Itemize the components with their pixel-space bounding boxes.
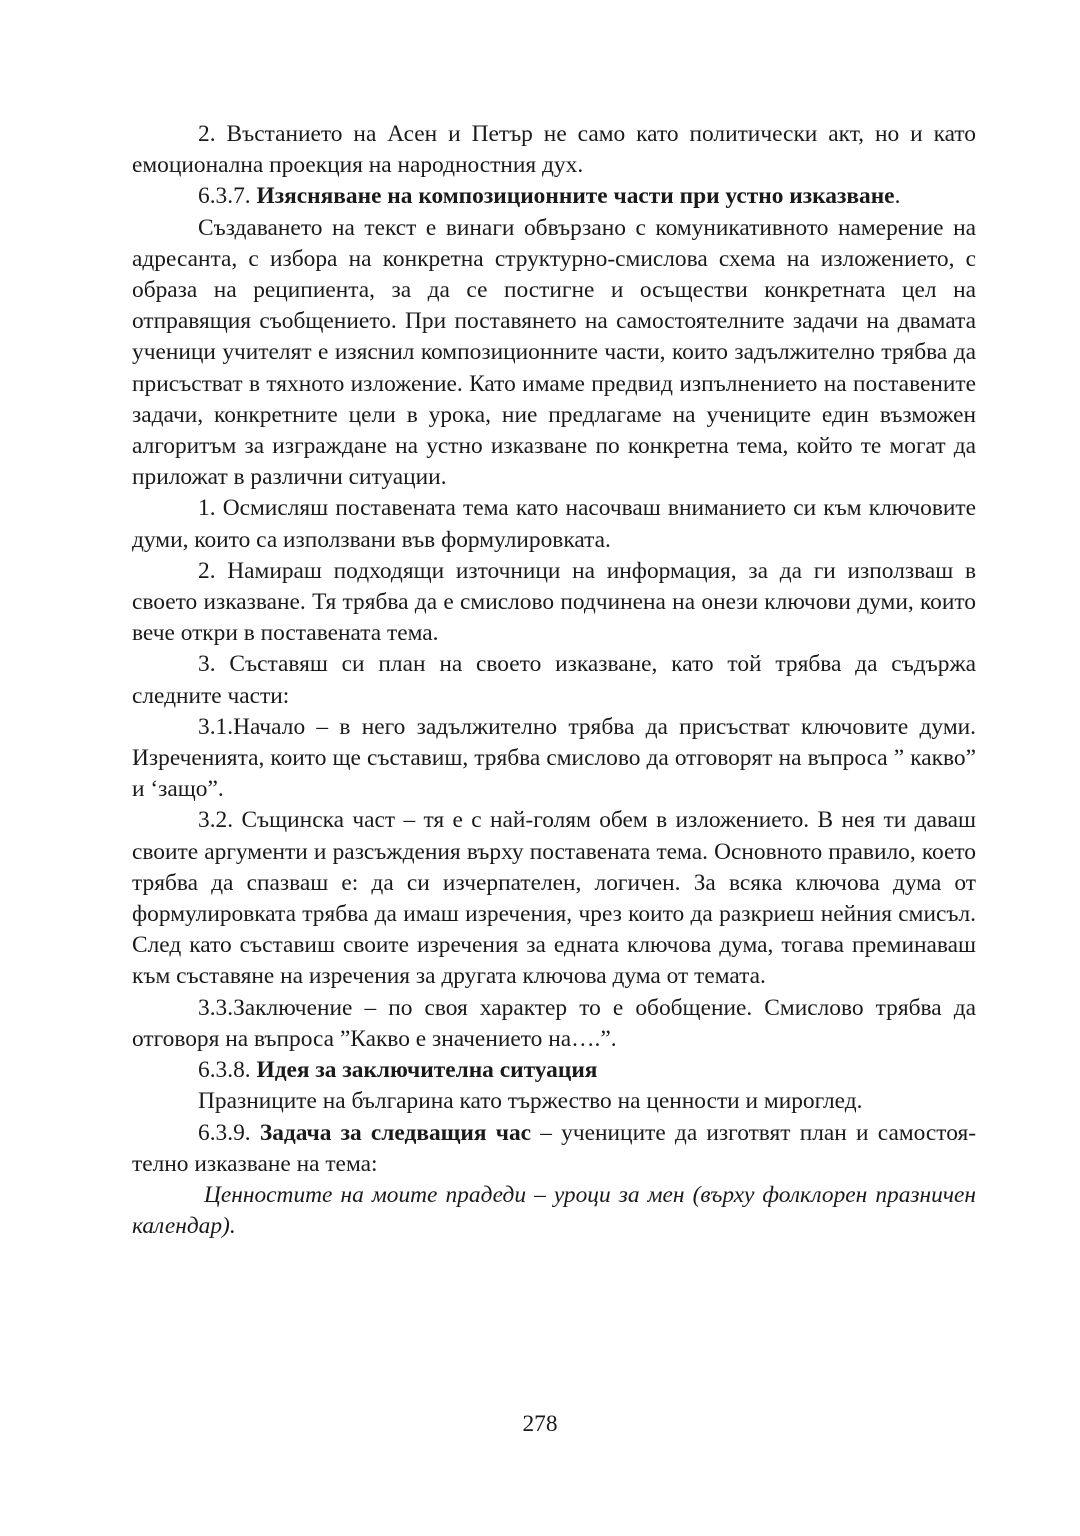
step-3: 3. Съставяш си план на своето изказване, като той трябва да съдържа следните части: [132, 651, 976, 709]
page-number: 278 [522, 1411, 558, 1437]
section-title: Задача за следващия час [259, 1119, 532, 1146]
section-heading-6-3-9 [132, 1118, 976, 1180]
section-heading-6-3-7 [132, 181, 976, 212]
section-title-tail: – учениците да изготвят план и самостоятелно изказване на тема: [132, 1119, 977, 1177]
step-3-2-main-part: 3.2. Същинска част – тя е с най-голям обем в изложението. В нея ти даваш своите аргументи и разсъждения върху поставената тема. Основното правило, което трябва да спазваш е: да си изчерпателен, логичен. За всяка ключова дума от формулировката трябва да имаш изречения, чрез които да разкриеш нейния смисъл. След като съставиш своите изречения за едната ключова дума, тогава преминаваш към съставяне на изречения за другата ключова дума от темата. [132, 807, 976, 990]
section-number: 6.3.7. [198, 183, 251, 210]
page-body [132, 119, 976, 1242]
section-title: Изясняване на композиционните части при устно изказване [256, 183, 895, 210]
section-title: Идея за заключителна ситуация [256, 1057, 598, 1084]
step-3-1-beginning: 3.1.Начало – в него задължително трябва да присъстват ключовите думи. Изреченията, които ще съставиш, трябва смислово да отговорят на въпроса ” какво” и ‘защо”. [132, 713, 976, 803]
section-heading-6-3-8 [132, 1055, 976, 1086]
section-number: 6.3.9. [198, 1119, 251, 1146]
step-2: 2. Намираш подходящи източници на информация, за да ги използваш в своето изказване. Тя трябва да е смислово подчинена на онези ключови думи, които вече откри в поставената тема. [132, 557, 976, 647]
section-number: 6.3.8. [198, 1057, 251, 1084]
paragraph-uprising: 2. Въстанието на Асен и Петър не само като политически акт, но и като емоционална проекция на народностния дух. [132, 121, 976, 179]
paragraph-holidays: Празниците на българина като тържество на ценности и мироглед. [198, 1088, 863, 1115]
step-3-3-conclusion: 3.3.Заключение – по своя характер то е обобщение. Смислово трябва да отговоря на въпроса ”Какво е значението на….”. [132, 994, 976, 1052]
assignment-topic: Ценностите на моите прадеди – уроци за мен (върху фолклорен празничен календар). [132, 1181, 976, 1240]
step-1: 1. Осмисляш поставената тема като насочваш вниманието си към ключовите думи, които са използвани във формулировката. [132, 495, 976, 553]
section-title-tail: . [894, 183, 901, 210]
paragraph-text-creation: Създаването на текст е винаги обвързано с комуникативното намерение на адресанта, с избора на конкретна структурно-смислова схема на изложението, с образа на реципиента, за да се постигне и осъществи конкретната цел на отправящия съобщението. При поставянето на самостоятелните задачи на двамата ученици учителят е изяснил композиционните части, които задължително трябва да присъстват в тяхното изложение. Като имаме предвид изпълнението на поставените задачи, конкретните цели в урока, ние предлагаме на учениците един възможен алгоритъм за изграждане на устно изказване по конкретна тема, който те могат да приложат в различни ситуации. [132, 214, 976, 491]
